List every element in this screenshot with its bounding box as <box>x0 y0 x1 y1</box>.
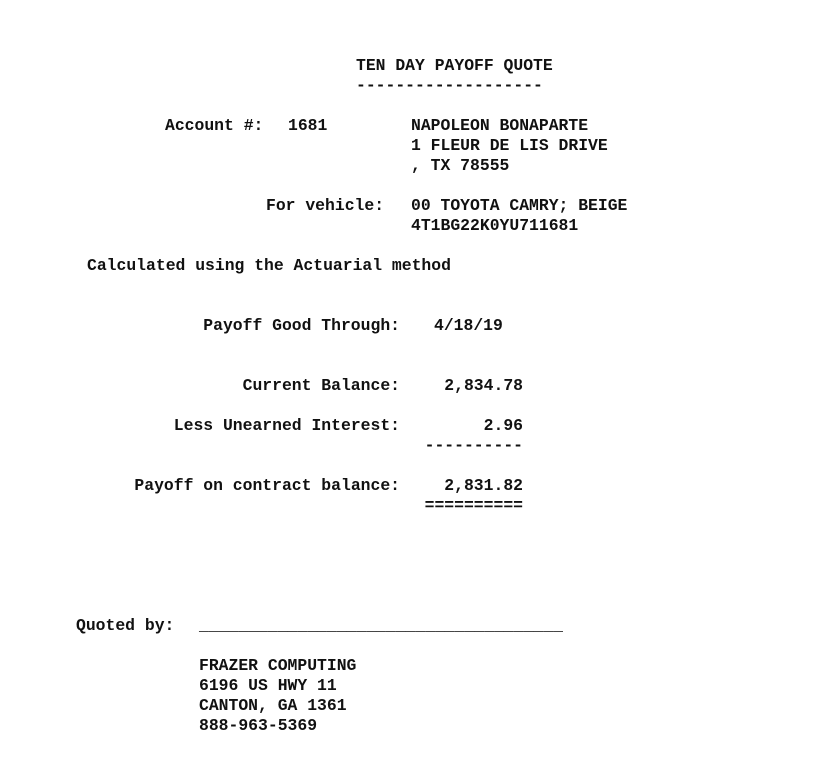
payoff-contract-label: Payoff on contract balance: <box>134 476 400 495</box>
document-title: TEN DAY PAYOFF QUOTE <box>356 56 553 75</box>
signature-line: _____________________________________ <box>199 616 563 635</box>
quoted-by-label: Quoted by: <box>76 616 175 635</box>
unearned-interest-label: Less Unearned Interest: <box>173 416 400 435</box>
account-label: Account #: <box>165 116 264 135</box>
dealer-address-line1: 6196 US HWY 11 <box>199 676 337 695</box>
vehicle-description: 00 TOYOTA CAMRY; BEIGE <box>411 196 628 215</box>
dealer-name: FRAZER COMPUTING <box>199 656 357 675</box>
current-balance-label: Current Balance: <box>242 376 400 395</box>
customer-address-line1: 1 FLEUR DE LIS DRIVE <box>411 136 608 155</box>
dealer-address-line2: CANTON, GA 1361 <box>199 696 347 715</box>
vehicle-label: For vehicle: <box>266 196 385 215</box>
account-number: 1681 <box>288 116 328 135</box>
customer-name: NAPOLEON BONAPARTE <box>411 116 589 135</box>
calculation-method: Calculated using the Actuarial method <box>87 256 451 275</box>
customer-address-line2: , TX 78555 <box>411 156 510 175</box>
payoff-good-through-label: Payoff Good Through: <box>203 316 400 335</box>
subtotal-underline: ---------- <box>424 436 523 455</box>
payoff-good-through-date: 4/18/19 <box>434 316 503 335</box>
unearned-interest-value: 2.96 <box>483 416 523 435</box>
payoff-contract-value: 2,831.82 <box>444 476 523 495</box>
total-double-underline: ========== <box>424 496 523 515</box>
vehicle-vin: 4T1BG22K0YU711681 <box>411 216 579 235</box>
title-underline: ------------------- <box>356 76 543 95</box>
current-balance-value: 2,834.78 <box>444 376 523 395</box>
dealer-phone: 888-963-5369 <box>199 716 318 735</box>
